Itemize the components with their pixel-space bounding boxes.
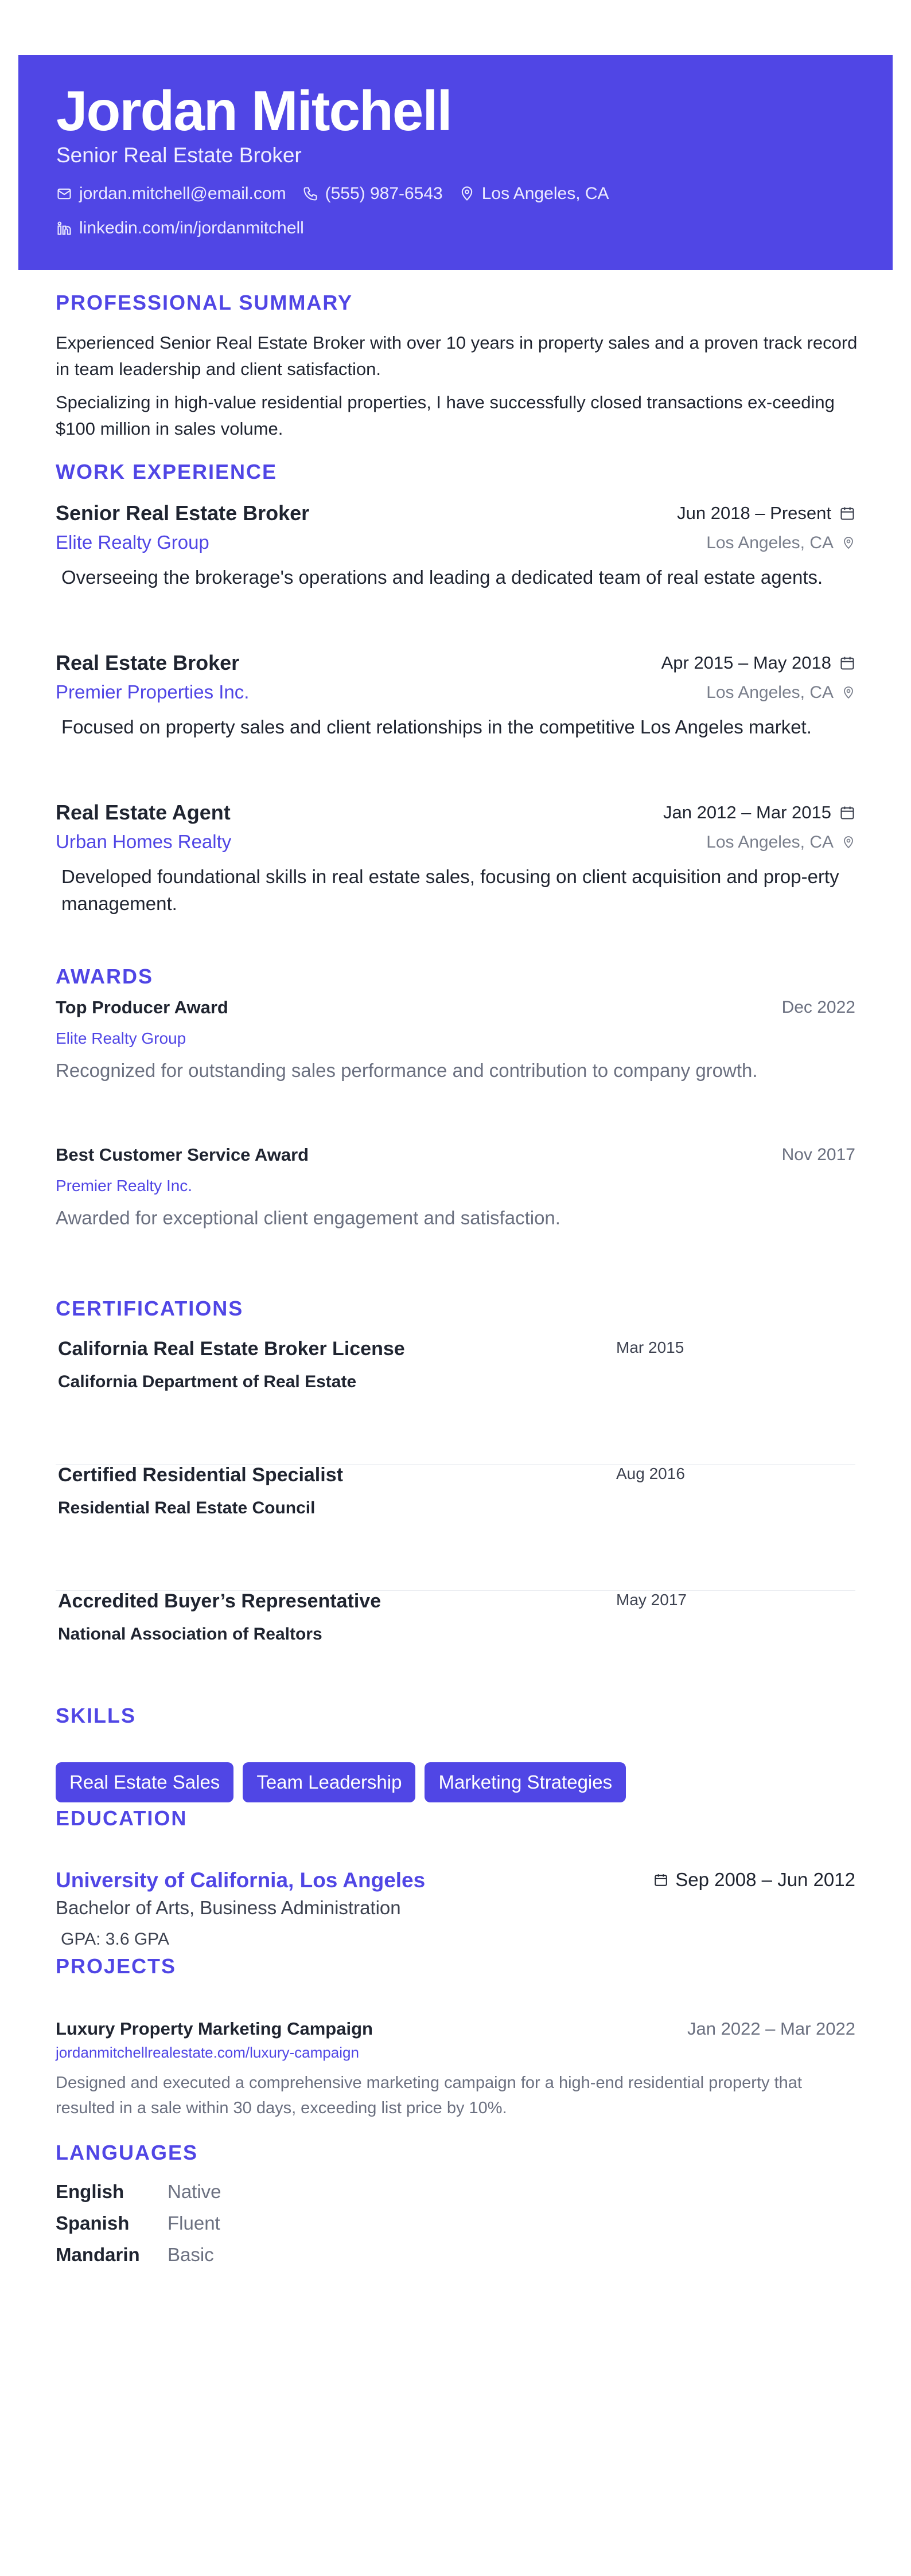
language-row (56, 2211, 220, 2236)
job-role: Senior Real Estate Broker (56, 501, 310, 525)
section-title-experience: WORK EXPERIENCE (56, 460, 278, 483)
certification-name: California Real Estate Broker License (58, 1338, 405, 1360)
language-name: Spanish (56, 2212, 130, 2234)
language-row (56, 2242, 214, 2267)
location-pin-icon (842, 536, 855, 550)
email-text: jordan.mitchell@email.com (79, 184, 286, 203)
mail-icon (56, 186, 72, 202)
education-dates-text: Sep 2008 – Jun 2012 (675, 1869, 855, 1890)
job-description: Focused on property sales and client relationships in the competitive Los Angeles market. (61, 716, 812, 737)
skill-tag: Team Leadership (243, 1762, 415, 1802)
contact-row-2 (56, 217, 320, 240)
section-title-certifications: CERTIFICATIONS (56, 1297, 244, 1320)
project-name: Luxury Property Marketing Campaign (56, 2019, 373, 2039)
certification-entry (56, 1588, 855, 1717)
contact-linkedin[interactable] (56, 217, 304, 240)
job-location (706, 681, 855, 704)
phone-text: (555) 987-6543 (325, 184, 443, 203)
calendar-icon (839, 655, 855, 671)
job-role: Real Estate Agent (56, 801, 231, 824)
calendar-icon (839, 505, 855, 521)
section-title-languages: LANGUAGES (56, 2141, 198, 2164)
candidate-name: Jordan Mitchell (56, 79, 451, 142)
job-description: Overseeing the brokerage's operations and leading a dedicated team of real estate agents. (61, 567, 823, 588)
job-dates (663, 801, 855, 824)
language-name: English (56, 2181, 124, 2202)
contact-email[interactable] (56, 182, 286, 205)
project-link[interactable]: jordanmitchellrealestate.com/luxury-campaign (56, 2044, 359, 2061)
contact-location (459, 182, 609, 205)
calendar-icon (839, 805, 855, 821)
certification-org: Residential Real Estate Council (58, 1498, 316, 1517)
section-title-awards: AWARDS (56, 965, 154, 988)
section-title-education: EDUCATION (56, 1806, 188, 1830)
skill-tag: Real Estate Sales (56, 1762, 233, 1802)
award-org: Premier Realty Inc. (56, 1177, 193, 1195)
certification-date: May 2017 (616, 1591, 687, 1609)
resume-header (18, 55, 893, 270)
job-company: Premier Properties Inc. (56, 681, 250, 702)
experience-entry (56, 650, 855, 788)
job-dates (677, 502, 855, 525)
linkedin-icon (56, 220, 72, 236)
job-company: Elite Realty Group (56, 532, 209, 553)
award-entry (56, 1143, 855, 1258)
location-text: Los Angeles, CA (481, 184, 609, 203)
language-row (56, 2179, 221, 2204)
section-title-summary: PROFESSIONAL SUMMARY (56, 291, 353, 314)
contact-phone[interactable] (302, 182, 443, 205)
certification-entry (56, 1462, 855, 1591)
job-dates (661, 651, 855, 674)
project-description: Designed and executed a comprehensive marketing campaign for a high-end residential property that resulted in a sale within 30 days, exceeding list price by 10%. (56, 2074, 802, 2117)
job-location (706, 831, 855, 854)
language-name: Mandarin (56, 2244, 140, 2265)
section-title-skills: SKILLS (56, 1704, 137, 1727)
education-school: University of California, Los Angeles (56, 1868, 426, 1892)
job-location-text: Los Angeles, CA (706, 683, 834, 702)
award-date: Nov 2017 (781, 1145, 855, 1164)
award-description: Recognized for outstanding sales performance and contribution to company growth. (56, 1060, 758, 1081)
skills-list (56, 1762, 635, 1802)
education-degree: Bachelor of Arts, Business Administration (56, 1897, 401, 1918)
candidate-title: Senior Real Estate Broker (56, 143, 302, 167)
education-dates (653, 1867, 855, 1892)
skill-tag: Marketing Strategies (425, 1762, 626, 1802)
job-description: Developed foundational skills in real estate sales, focusing on client acquisition and prop-erty management. (61, 866, 839, 914)
experience-entry (56, 501, 855, 638)
job-location (706, 532, 855, 555)
certification-name: Certified Residential Specialist (58, 1464, 343, 1486)
certification-org: California Department of Real Estate (58, 1372, 357, 1391)
location-pin-icon (459, 186, 475, 202)
award-entry (56, 996, 855, 1111)
job-dates-text: Apr 2015 – May 2018 (661, 653, 831, 673)
section-title-projects: PROJECTS (56, 1954, 177, 1978)
language-level: Fluent (168, 2212, 220, 2234)
linkedin-text: linkedin.com/in/jordanmitchell (79, 218, 304, 237)
certification-date: Mar 2015 (616, 1338, 684, 1356)
award-date: Dec 2022 (781, 998, 855, 1017)
award-org: Elite Realty Group (56, 1029, 186, 1047)
project-dates: Jan 2022 – Mar 2022 (687, 2019, 855, 2039)
education-gpa: GPA: 3.6 GPA (61, 1930, 169, 1949)
language-level: Basic (168, 2244, 214, 2265)
award-title: Best Customer Service Award (56, 1145, 309, 1165)
job-location-text: Los Angeles, CA (706, 833, 834, 852)
location-pin-icon (842, 686, 855, 700)
certification-org: National Association of Realtors (58, 1625, 322, 1644)
location-pin-icon (842, 836, 855, 849)
summary-paragraph: Specializing in high-value residential properties, I have successfully closed transactions ex-ceeding $100 million in sales volume. (56, 392, 835, 439)
job-dates-text: Jun 2018 – Present (677, 503, 831, 523)
job-location-text: Los Angeles, CA (706, 533, 834, 552)
job-dates-text: Jan 2012 – Mar 2015 (663, 802, 831, 822)
job-company: Urban Homes Realty (56, 831, 232, 852)
contact-row (56, 182, 625, 205)
award-description: Awarded for exceptional client engagement and satisfaction. (56, 1207, 560, 1228)
experience-entry (56, 800, 855, 938)
language-level: Native (168, 2181, 221, 2202)
phone-icon (302, 186, 318, 202)
job-role: Real Estate Broker (56, 651, 240, 674)
award-title: Top Producer Award (56, 997, 228, 1017)
calendar-icon (653, 1872, 668, 1887)
summary-paragraph: Experienced Senior Real Estate Broker with over 10 years in property sales and a proven track record in team leadership and client satisfaction. (56, 333, 858, 379)
certification-name: Accredited Buyer’s Representative (58, 1590, 381, 1612)
certification-date: Aug 2016 (616, 1465, 685, 1482)
certification-entry (56, 1336, 855, 1465)
